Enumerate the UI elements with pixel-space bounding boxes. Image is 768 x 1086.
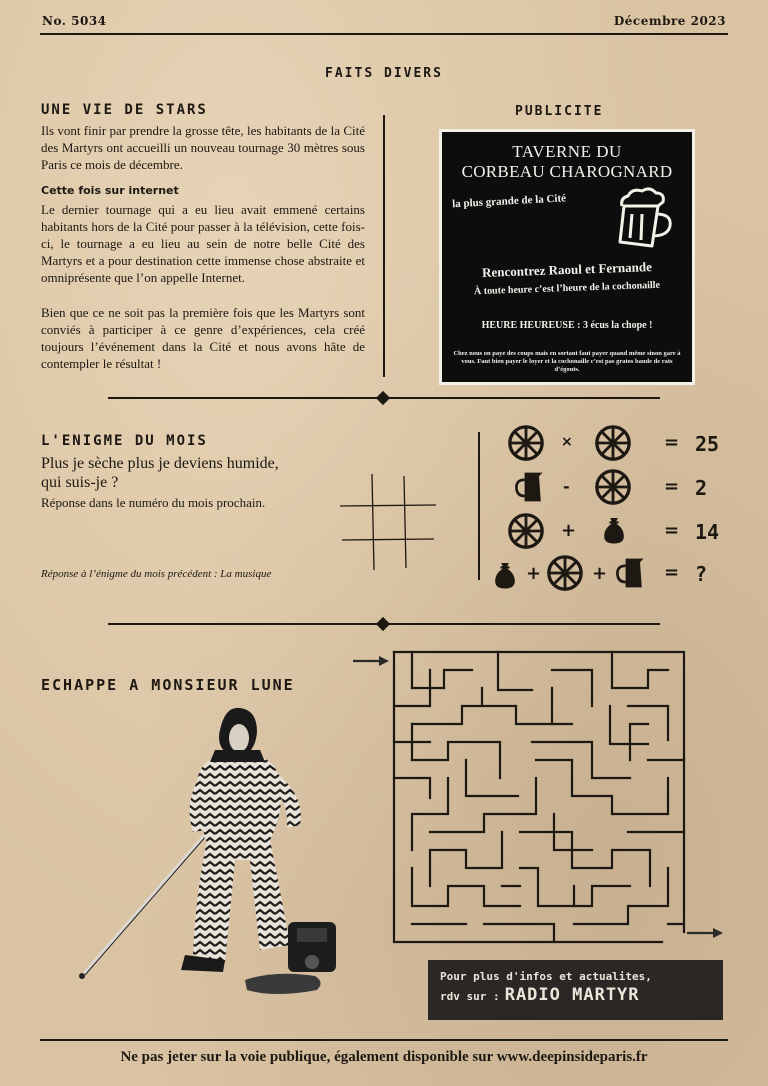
banner-line1: Pour plus d'infos et actualites,: [440, 970, 652, 983]
result-row-3: 14: [695, 520, 720, 544]
operator-plus: +: [561, 520, 577, 541]
maze: [392, 650, 686, 944]
riddle-question-line1: Plus je sèche plus je deviens humide,: [41, 455, 279, 472]
puzzle-divider: [478, 432, 480, 580]
article-paragraph-1: Le dernier tournage qui a eu lieu avait emmené certains habitants hors de la Cité pour passer à la télévision, cette fois-ci, le tournage a eu lieu au sein de notre belle Cité des Martyrs et a pour destination cette immense chose abstraite et omniprésente que l’on appelle Internet.: [41, 202, 365, 285]
maze-title: ECHAPPE A MONSIEUR LUNE: [41, 676, 295, 694]
wheel-icon: [594, 424, 632, 462]
equals-sign: =: [664, 432, 680, 453]
wheel-icon: [507, 424, 545, 462]
ad-happy-hour: HEURE HEUREUSE : 3 écus la chope !: [481, 320, 653, 331]
banner-prefix: rdv sur :: [440, 990, 500, 1003]
operator-plus: +: [592, 563, 608, 584]
wheel-icon: [546, 554, 584, 592]
wheel-icon: [594, 468, 632, 506]
riddle-title: L'ENIGME DU MOIS: [41, 433, 208, 449]
ad-name-line1: TAVERNE DU: [512, 142, 622, 161]
section-title: FAITS DIVERS: [325, 66, 443, 81]
ad-slogan: À toute heure c’est l’heure de la cochonaille: [473, 279, 661, 298]
issue-date: Décembre 2023: [613, 14, 726, 28]
previous-answer: Réponse à l’énigme du mois précédent : La musique: [41, 568, 272, 580]
operator-minus: -: [563, 477, 570, 496]
operator-plus: +: [526, 563, 542, 584]
divider-ornament-2: [376, 617, 390, 631]
equals-sign: =: [664, 520, 680, 541]
equals-sign: =: [664, 562, 680, 583]
money-bag-icon: [490, 558, 520, 592]
arrow-right-icon: [353, 655, 389, 667]
ad-fine-print: Chez nous on paye des coups mais en sortant faut payer quand même sinon gare à vous. Faut bien payer le loyer et la cochonaille c’est pas gratos bande de rats d’égouts.: [453, 350, 681, 373]
tavern-advert: [439, 129, 695, 385]
column-divider: [383, 115, 385, 377]
footer-rule: [40, 1039, 728, 1041]
footer-text: Ne pas jeter sur la voie publique, également disponible sur www.deepinsideparis.fr: [120, 1049, 648, 1065]
pitcher-icon: [512, 468, 548, 506]
article-intro: Ils vont finir par prendre la grosse tête, les habitants de la Cité des Martyrs ont accueilli un nouveau tournage 30 mètres sous Paris ce mois de décembre.: [41, 123, 365, 172]
ad-tagline: la plus grande de la Cité: [451, 192, 567, 211]
divider-ornament-1: [376, 391, 390, 405]
operator-times: ×: [561, 434, 573, 450]
ad-meet: Rencontrez Raoul et Fernande: [481, 259, 653, 280]
banner-radio-name: RADIO MARTYR: [504, 985, 640, 1005]
equals-sign: =: [664, 476, 680, 497]
tic-tac-toe-grid: [338, 472, 438, 572]
beer-mug-icon: [610, 184, 680, 250]
header-rule: [40, 33, 728, 35]
article-title: UNE VIE DE STARS: [41, 102, 208, 118]
article-subtitle: Cette fois sur internet: [41, 184, 179, 197]
radio-banner: [428, 960, 723, 1020]
wheel-icon: [507, 512, 545, 550]
riddle-question-line2: qui suis-je ?: [41, 474, 119, 491]
ad-name-line2: CORBEAU CHAROGNARD: [461, 162, 673, 181]
ad-label: PUBLICITE: [515, 104, 604, 119]
result-row-1: 25: [695, 432, 720, 456]
clown-figure: [75, 700, 355, 1010]
issue-number: No. 5034: [42, 14, 107, 28]
article-paragraph-2: Bien que ce ne soit pas la première fois que les Martyrs sont conviés à participer à ce genre d’expériences, cela créé toujours l’événement dans la Cité et nous avons hâte de contempler le résultat !: [41, 305, 365, 371]
arrow-right-icon: [687, 927, 723, 939]
result-row-4: ?: [695, 562, 708, 586]
pitcher-icon: [613, 554, 649, 592]
result-row-2: 2: [695, 476, 708, 500]
riddle-note: Réponse dans le numéro du mois prochain.: [41, 495, 266, 510]
money-bag-icon: [599, 513, 629, 547]
